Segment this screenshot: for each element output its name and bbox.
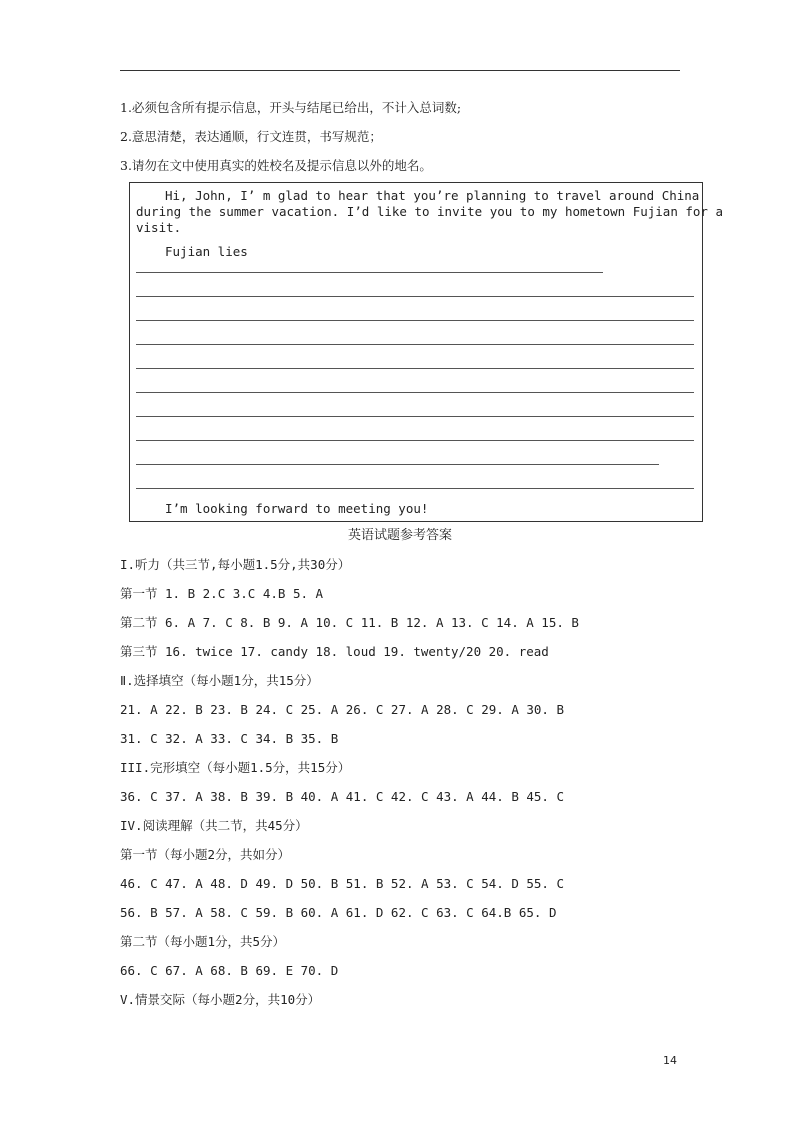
answer-line: 66. C 67. A 68. B 69. E 70. D bbox=[120, 963, 339, 978]
writing-line bbox=[136, 272, 603, 273]
requirement-3: 3.请勿在文中使用真实的姓校名及提示信息以外的地名。 bbox=[120, 158, 432, 173]
answer-line: 第一节 1. B 2.C 3.C 4.B 5. A bbox=[120, 586, 324, 601]
answer-line: III.完形填空（每小题1.5分，共15分） bbox=[120, 760, 351, 775]
answer-line: IV.阅读理解（共二节，共45分） bbox=[120, 818, 308, 833]
answer-line: V.情景交际（每小题2分，共10分） bbox=[120, 992, 321, 1007]
writing-line bbox=[136, 416, 694, 417]
answer-line: 第三节 16. twice 17. candy 18. loud 19. twenty/20 20. read bbox=[120, 644, 549, 659]
opening-line-2: during the summer vacation. I’d like to invite you to my hometown Fujian for a bbox=[136, 204, 723, 219]
answer-line: 31. C 32. A 33. C 34. B 35. B bbox=[120, 731, 339, 746]
answer-line: 第一节（每小题2分，共如分） bbox=[120, 847, 291, 862]
opening-line-1: Hi, John, I’ m glad to hear that you’re planning to travel around China bbox=[165, 188, 700, 203]
answer-line: I.听力（共三节,每小题1.5分,共30分） bbox=[120, 557, 351, 572]
writing-line bbox=[136, 344, 694, 345]
writing-line bbox=[136, 488, 694, 489]
page-number: 14 bbox=[663, 1054, 677, 1067]
writing-box bbox=[129, 182, 723, 522]
answer-line: 第二节（每小题1分，共5分） bbox=[120, 934, 286, 949]
writing-line bbox=[136, 320, 694, 321]
header-rule bbox=[120, 70, 680, 71]
requirement-1: 1.必须包含所有提示信息，开头与结尾已给出，不计入总词数; bbox=[120, 100, 462, 115]
answer-line: 21. A 22. B 23. B 24. C 25. A 26. C 27. A 28. C 29. A 30. B bbox=[120, 702, 565, 717]
writing-line bbox=[136, 440, 694, 441]
opening-line-3: visit. bbox=[136, 220, 182, 235]
answer-line: 36. C 37. A 38. B 39. B 40. A 41. C 42. C 43. A 44. B 45. C bbox=[120, 789, 565, 804]
writing-line bbox=[136, 464, 659, 465]
answer-line: 第二节 6. A 7. C 8. B 9. A 10. C 11. B 12. A 13. C 14. A 15. B bbox=[120, 615, 579, 630]
closing-line: I’m looking forward to meeting you! bbox=[165, 501, 429, 516]
answer-key-title: 英语试题参考答案 bbox=[347, 528, 452, 543]
writing-line bbox=[136, 368, 694, 369]
prompt-start: Fujian lies bbox=[165, 244, 248, 259]
answer-line: 46. C 47. A 48. D 49. D 50. B 51. B 52. A 53. C 54. D 55. C bbox=[120, 876, 565, 891]
writing-line bbox=[136, 392, 694, 393]
writing-line bbox=[136, 296, 694, 297]
answer-line: Ⅱ.选择填空（每小题1分，共15分） bbox=[120, 673, 319, 688]
requirement-2: 2.意思清楚，表达通顺，行文连贯，书写规范； bbox=[120, 129, 382, 144]
answer-line: 56. B 57. A 58. C 59. B 60. A 61. D 62. C 63. C 64.B 65. D bbox=[120, 905, 557, 920]
